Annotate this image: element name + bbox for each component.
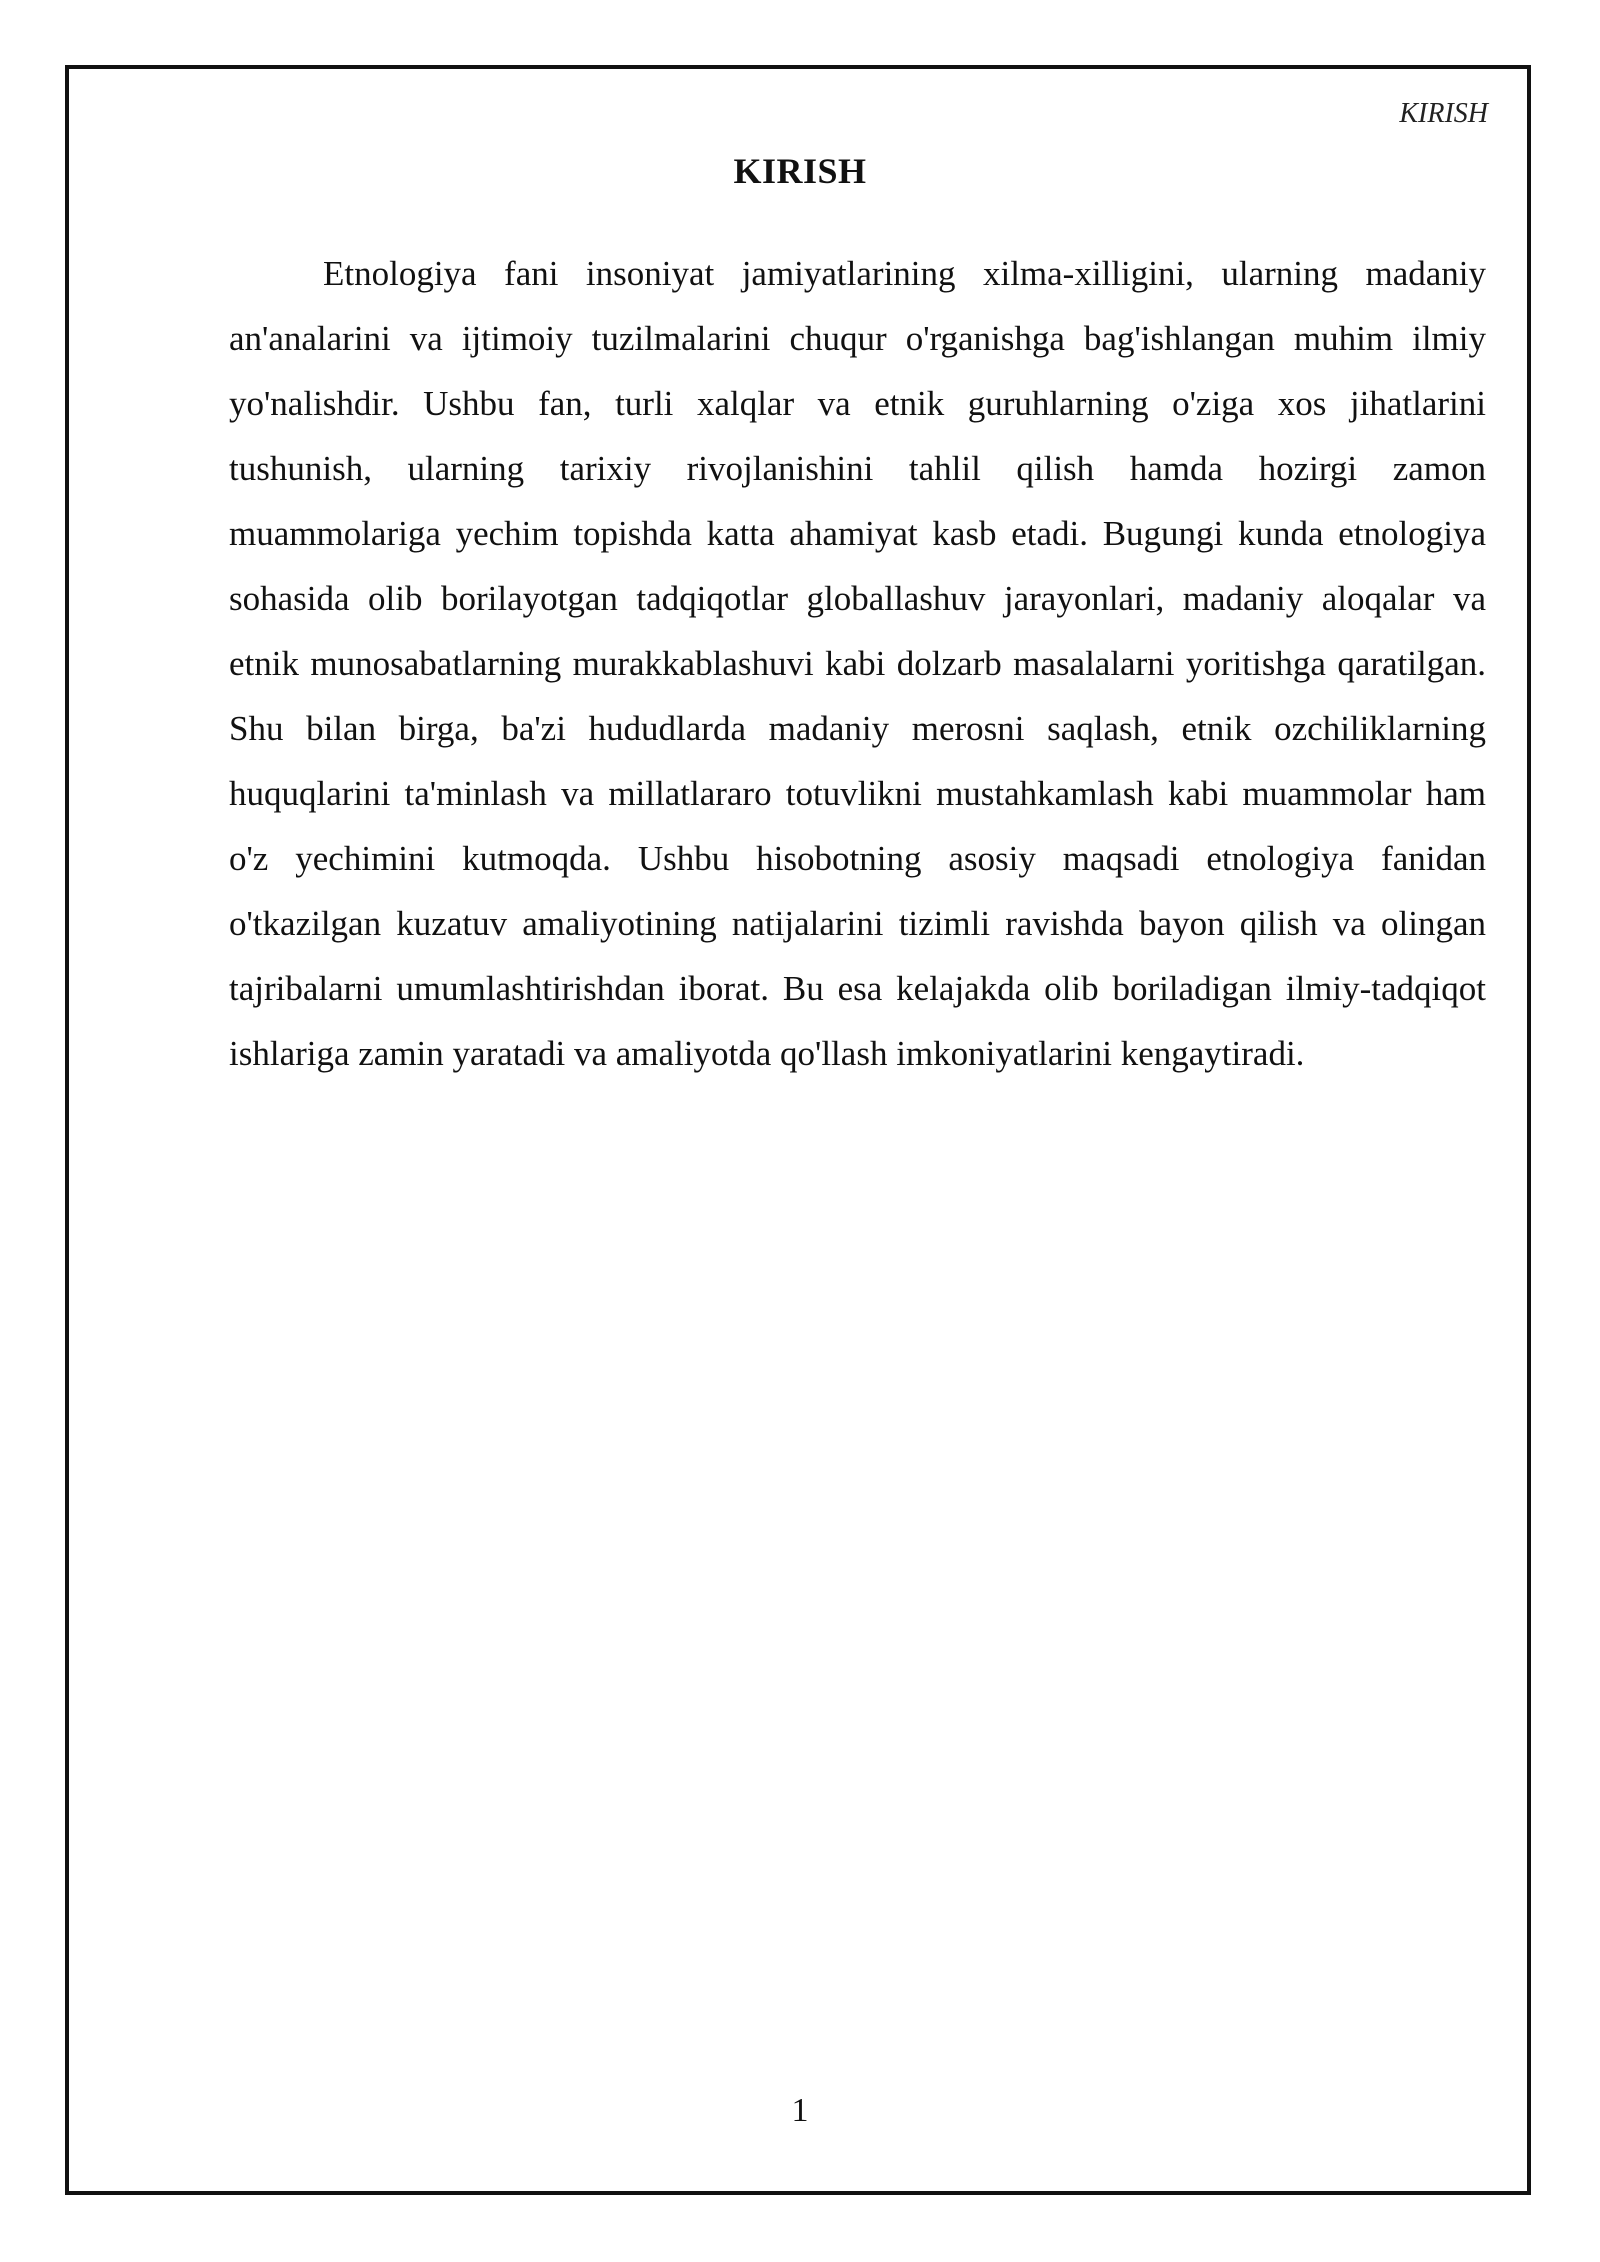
running-header: KIRISH: [1399, 98, 1488, 129]
page-number: 1: [791, 2092, 809, 2129]
page-title: KIRISH: [733, 151, 867, 191]
body-paragraph: Etnologiya fani insoniyat jamiyatlarining xilma-xilligini, ularning madaniy an'analarini va ijtimoiy tuzilmalarini chuqur o'rganishga bag'ishlangan muhim ilmiy yo'nalishdir. Ushbu fan, turli xalqlar va etnik guruhlarning o'ziga xos jihatlarini tushunish, ularning tarixiy rivojlanishini tahlil qilish hamda hozirgi zamon muammolariga yechim topishda katta ahamiyat kasb etadi. Bugungi kunda etnologiya sohasida olib borilayotgan tadqiqotlar globallashuv jarayonlari, madaniy aloqalar va etnik munosabatlarning murakkablashuvi kabi dolzarb masalalarni yoritishga qaratilgan. Shu bilan birga, ba'zi hududlarda madaniy merosni saqlash, etnik ozchiliklarning huquqlarini ta'minlash va millatlararo totuvlikni mustahkamlash kabi muammolar ham o'z yechimini kutmoqda. Ushbu hisobotning asosiy maqsadi etnologiya fanidan o'tkazilgan kuzatuv amaliyotining natijalarini tizimli ravishda bayon qilish va olingan tajribalarni umumlashtirishdan iborat. Bu esa kelajakda olib boriladigan ilmiy-tadqiqot ishlariga zamin yaratadi va amaliyotda qo'llash imkoniyatlarini kengaytiradi.: [229, 254, 1486, 1073]
